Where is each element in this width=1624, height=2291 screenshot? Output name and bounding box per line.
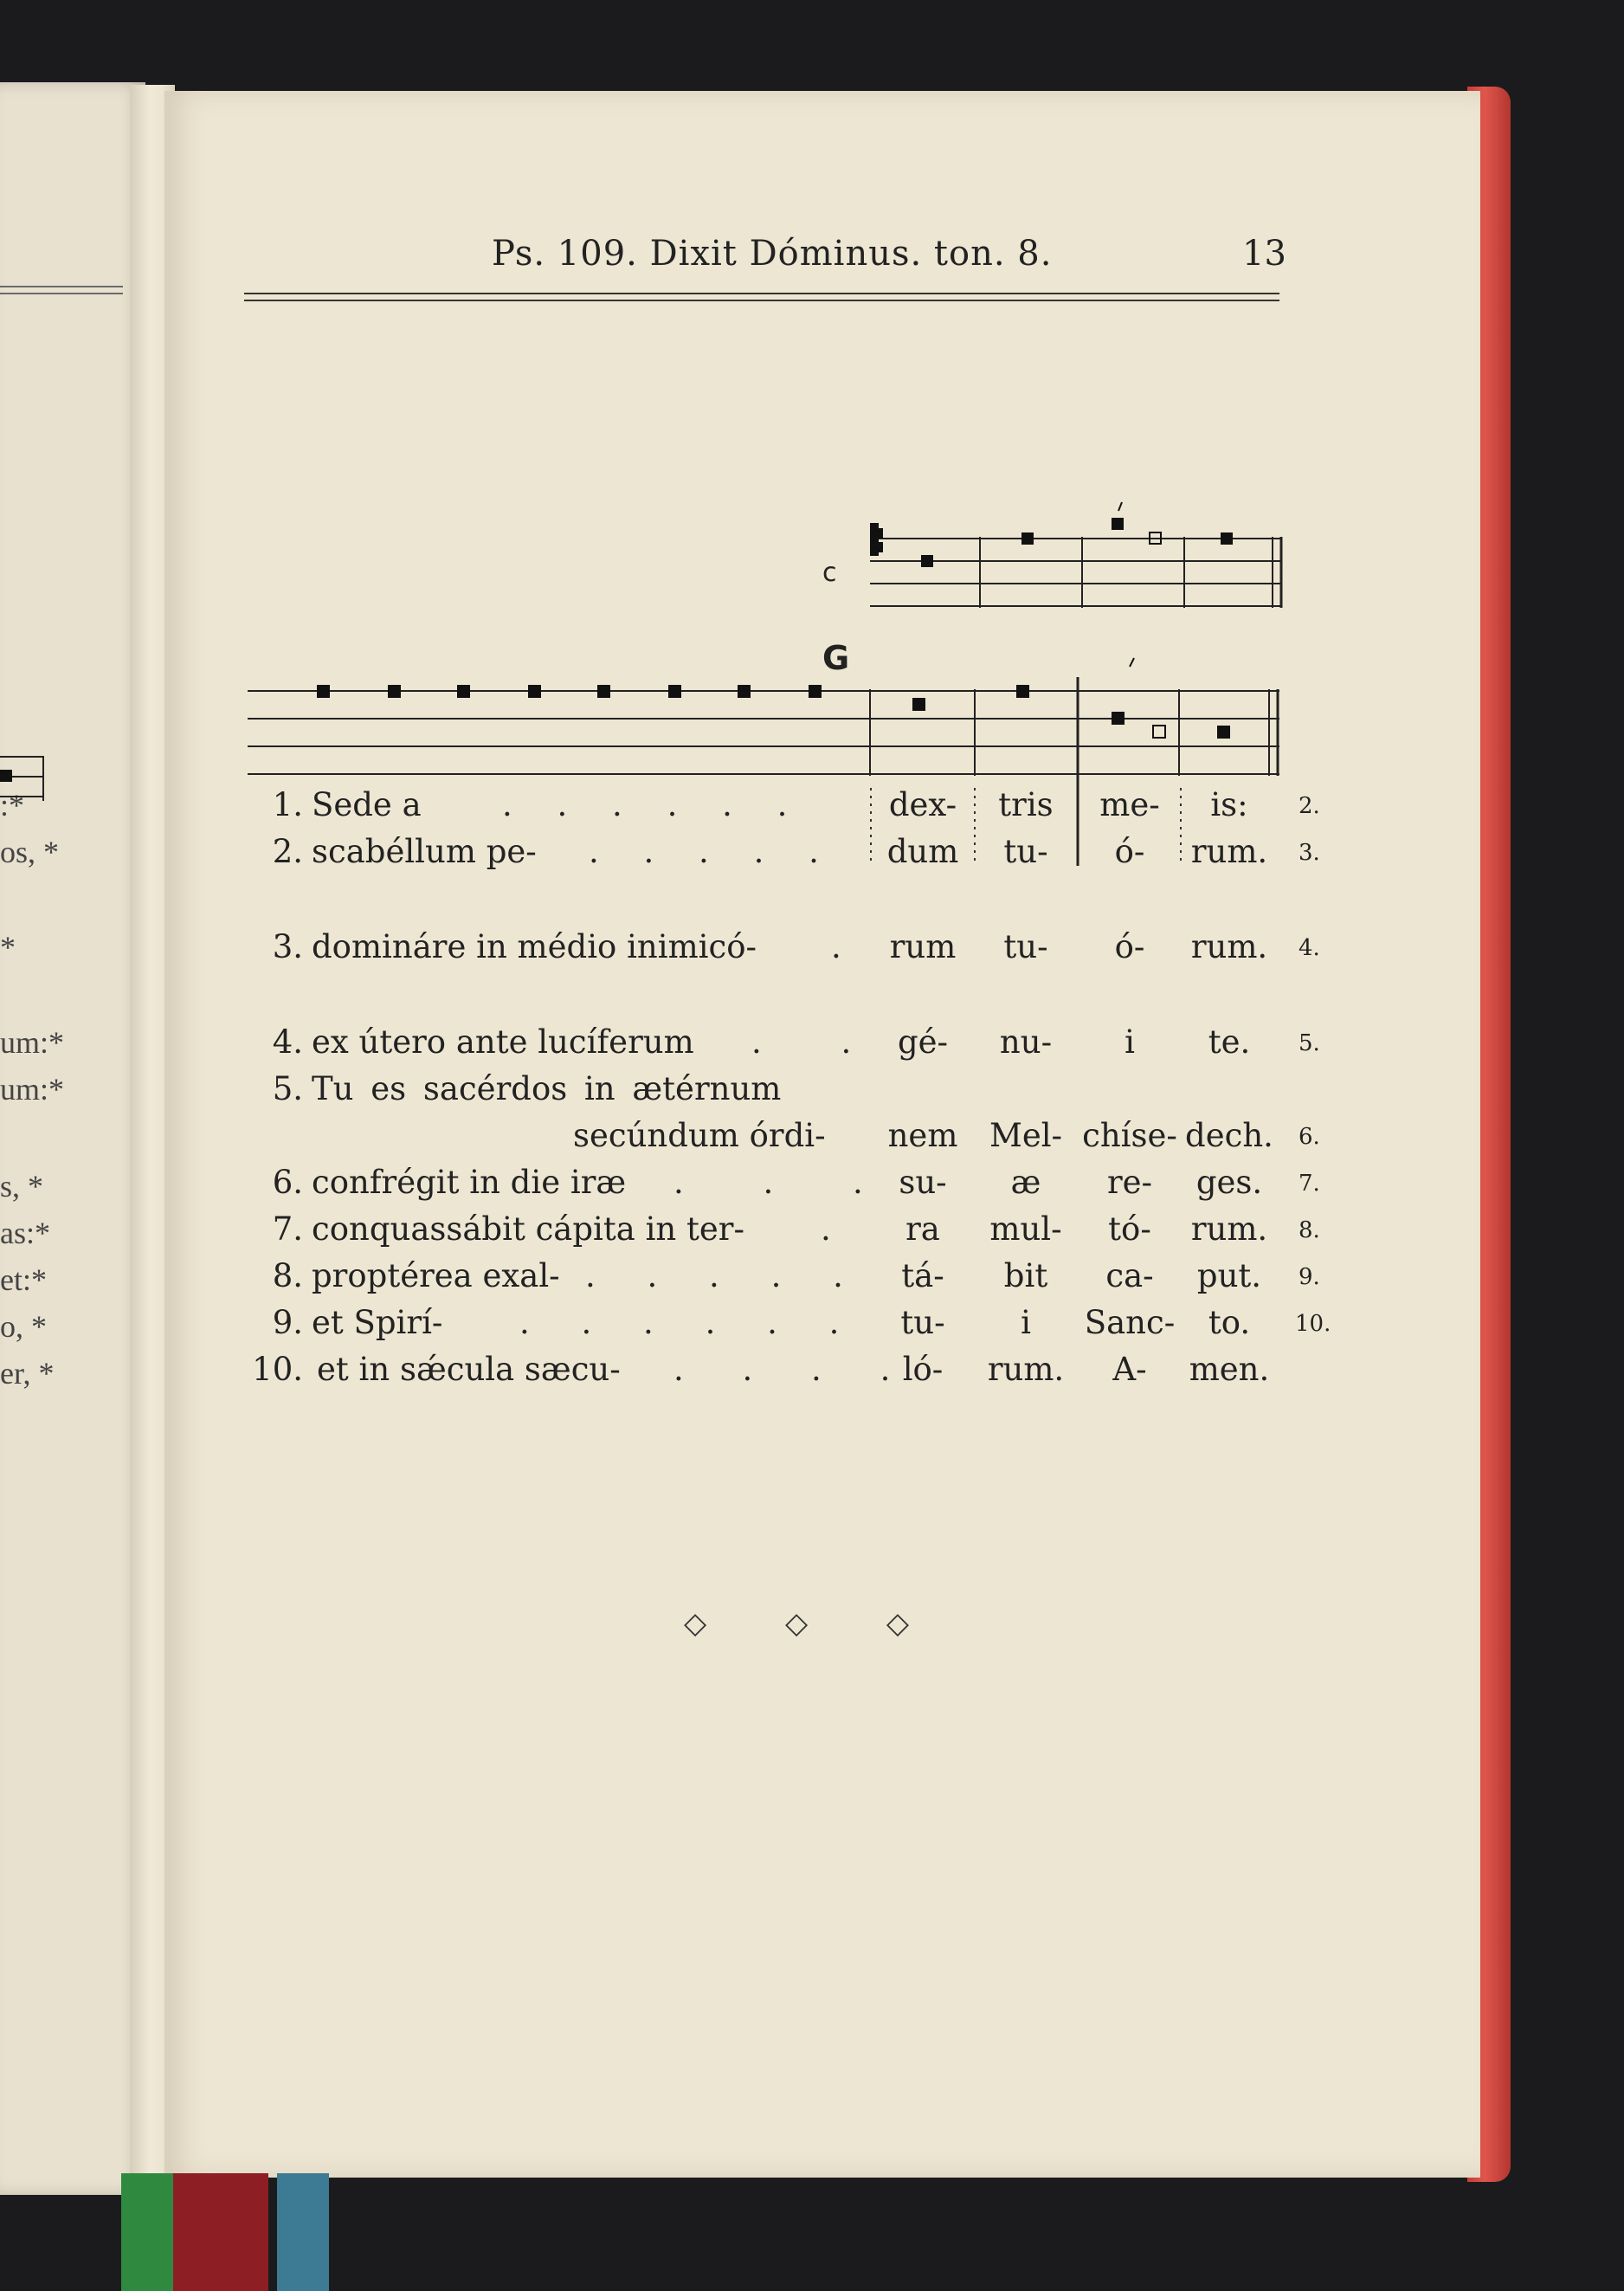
verse-number: 4.: [272, 1023, 303, 1061]
verse-cell: men.: [1189, 1351, 1270, 1388]
verse-cell: ló-: [902, 1351, 944, 1388]
verse-cell: nem: [887, 1117, 958, 1154]
verse-cell: chíse-: [1082, 1117, 1177, 1154]
left-fragment: s, *: [0, 1169, 44, 1204]
verse-text: domináre in médio inimicó-: [312, 928, 757, 965]
verse-row: [0, 1257, 1624, 1302]
verse-text: secúndum órdi-: [573, 1117, 826, 1154]
next-verse-number: 7.: [1299, 1171, 1320, 1197]
verse-cell: rum.: [1190, 928, 1268, 965]
verse-cell: dum: [886, 833, 959, 870]
next-verse-number: 3.: [1299, 840, 1320, 866]
next-verse-number: 8.: [1299, 1217, 1320, 1243]
verse-cell: su-: [899, 1164, 947, 1201]
verse-cell: rum: [889, 928, 957, 965]
verse-cell: ra: [905, 1210, 940, 1248]
left-fragment: um:*: [0, 1025, 65, 1060]
verse-cell: te.: [1208, 1023, 1251, 1061]
verse-cell: tu-: [900, 1304, 945, 1341]
next-verse-number: 9.: [1299, 1264, 1320, 1290]
verse-dots: . .: [751, 1023, 886, 1061]
verse-row: [0, 1070, 1624, 1115]
verse-text: scabéllum pe-: [312, 833, 537, 870]
verse-cell: i: [1021, 1304, 1031, 1341]
verse-text: et in sǽcula sæcu-: [317, 1351, 621, 1388]
next-verse-number: 4.: [1299, 935, 1320, 961]
verse-cell: i: [1125, 1023, 1135, 1061]
verse-dots: . . .: [673, 1164, 898, 1201]
verse-text: Sede a: [312, 786, 422, 823]
verse-cell: tu-: [1003, 833, 1048, 870]
left-fragment: :*: [0, 788, 25, 823]
verse-number: 3.: [272, 928, 303, 965]
verse-number: 9.: [272, 1304, 303, 1341]
verse-row: [0, 1164, 1624, 1209]
ribbon-red: [173, 2173, 268, 2291]
verse-dots: . . . .: [673, 1351, 915, 1388]
verse-number: 5.: [272, 1070, 303, 1107]
verse-cell: Sanc-: [1084, 1304, 1176, 1341]
verse-number: 6.: [272, 1164, 303, 1201]
clef-label: c: [822, 558, 837, 588]
left-fragment: er, *: [0, 1356, 55, 1391]
verse-number: 1.: [272, 786, 303, 823]
next-verse-number: 5.: [1299, 1030, 1320, 1056]
verse-cell: dex-: [888, 786, 957, 823]
left-fragment: et:*: [0, 1262, 47, 1297]
chant-notation: [0, 0, 1624, 866]
verse-cell: rum.: [987, 1351, 1065, 1388]
verse-dots: .: [831, 928, 841, 965]
left-fragment: o, *: [0, 1309, 47, 1344]
next-verse-number: 10.: [1295, 1311, 1331, 1337]
verse-cell: dech.: [1185, 1117, 1273, 1154]
verse-text: confrégit in die iræ: [312, 1164, 627, 1201]
main-staff-notes: [317, 658, 1230, 739]
ornament-diamond-icon: ◇ ◇ ◇: [684, 1606, 944, 1641]
verse-number: 10.: [252, 1351, 303, 1388]
verse-text: Tu es sacérdos in ætérnum: [312, 1070, 782, 1107]
verse-cell: re-: [1106, 1164, 1153, 1201]
verse-text: conquassábit cápita in ter-: [312, 1210, 744, 1248]
verse-cell: to.: [1208, 1304, 1251, 1341]
verse-cell: nu-: [999, 1023, 1053, 1061]
verse-dots: .: [821, 1210, 831, 1248]
verse-cell: put.: [1196, 1257, 1262, 1294]
verse-cell: bit: [1003, 1257, 1048, 1294]
verse-cell: ó-: [1114, 928, 1145, 965]
verse-cell: tu-: [1003, 928, 1048, 965]
verse-dots: . . . . . .: [502, 786, 805, 823]
verse-dots: . . . . .: [585, 1257, 864, 1294]
main-staff: [248, 677, 1279, 776]
verse-text: et Spirí-: [312, 1304, 443, 1341]
verse-cell: mul-: [989, 1210, 1062, 1248]
upper-staff-notes: [921, 502, 1233, 567]
verse-cell: tá-: [901, 1257, 944, 1294]
left-fragment: os, *: [0, 835, 60, 869]
verse-cell: A-: [1112, 1351, 1147, 1388]
upper-staff: [870, 537, 1281, 608]
verse-cell: is:: [1210, 786, 1248, 823]
verse-text: proptérea exal-: [312, 1257, 560, 1294]
verse-row: [0, 1117, 1624, 1162]
verse-row: [0, 833, 1624, 878]
verse-cell: Mel-: [989, 1117, 1063, 1154]
verse-cell: me-: [1099, 786, 1160, 823]
ribbon-blue: [277, 2173, 329, 2291]
verse-row: [0, 1351, 1624, 1396]
next-verse-number: 2.: [1299, 793, 1320, 819]
verse-cell: tó-: [1108, 1210, 1151, 1248]
verse-cell: gé-: [897, 1023, 949, 1061]
next-verse-number: 6.: [1299, 1124, 1320, 1150]
verse-cell: æ: [1010, 1164, 1041, 1201]
verse-number: 7.: [272, 1210, 303, 1248]
verse-number: 2.: [272, 833, 303, 870]
left-fragment: um:*: [0, 1072, 65, 1107]
left-fragment: as:*: [0, 1216, 50, 1250]
verse-row: [0, 928, 1624, 973]
verse-dots: . . . . . .: [519, 1304, 860, 1341]
verse-cell: rum.: [1190, 833, 1268, 870]
verse-number: 8.: [272, 1257, 303, 1294]
verse-row: [0, 786, 1624, 831]
verse-row: [0, 1023, 1624, 1068]
verse-cell: ó-: [1114, 833, 1145, 870]
page-number: 13: [1242, 234, 1286, 274]
verse-dots: . . . . .: [589, 833, 836, 870]
verse-row: [0, 1210, 1624, 1255]
verse-cell: rum.: [1190, 1210, 1268, 1248]
left-fragment: *: [0, 930, 16, 965]
mode-label: G: [822, 639, 850, 677]
verse-cell: ca-: [1105, 1257, 1154, 1294]
verse-text: ex útero ante lucíferum: [312, 1023, 694, 1061]
verse-cell: tris: [998, 786, 1054, 823]
verse-cell: ges.: [1195, 1164, 1263, 1201]
page-title: Ps. 109. Dixit Dóminus. ton. 8.: [492, 234, 1053, 274]
verse-row: [0, 1304, 1624, 1349]
